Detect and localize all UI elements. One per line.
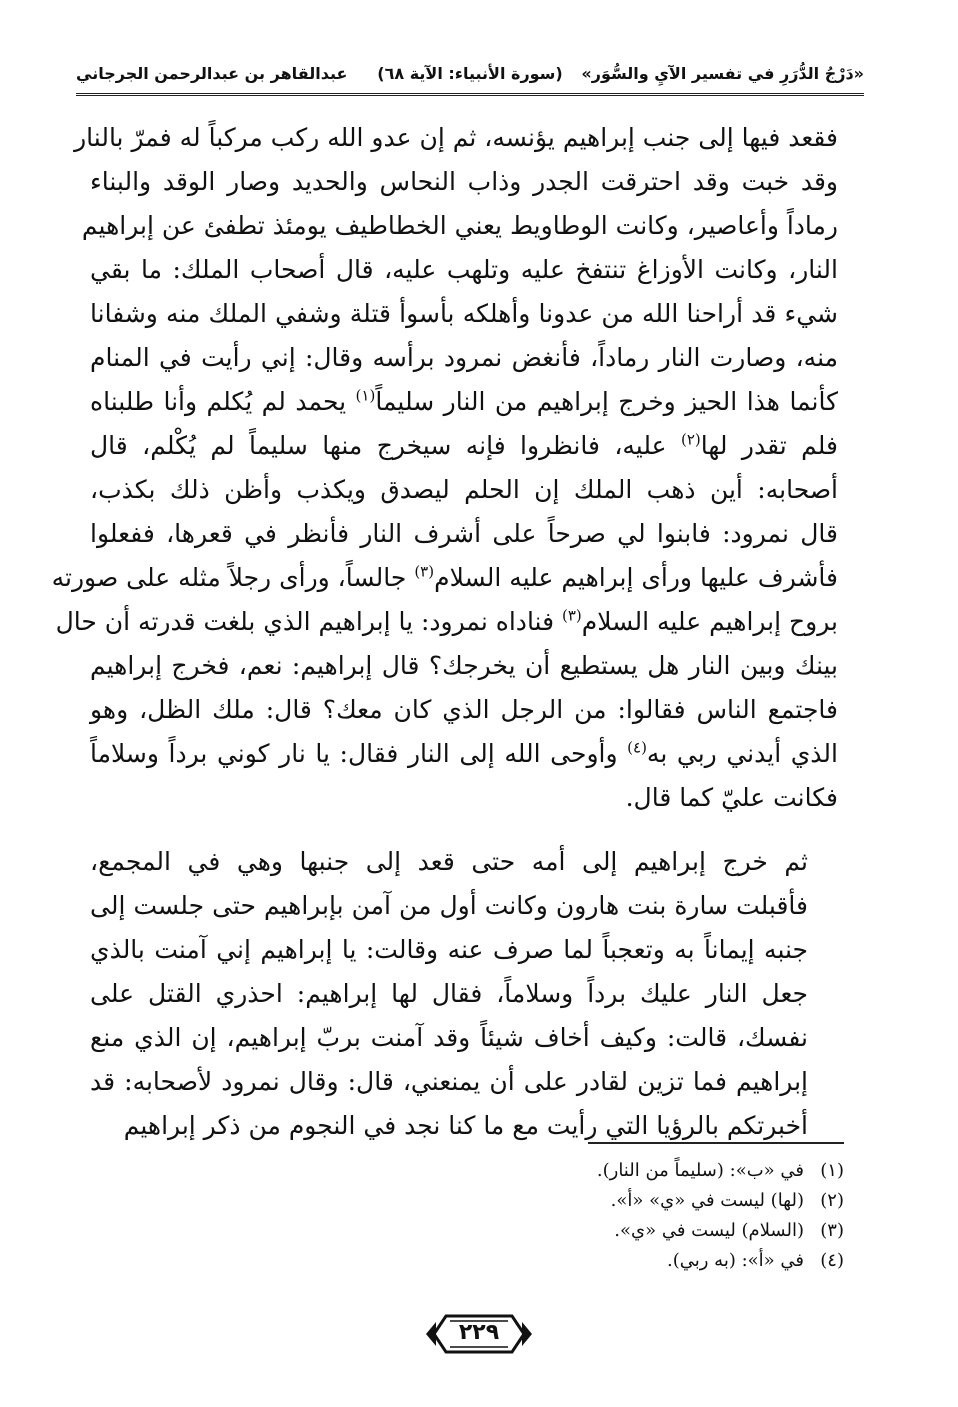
footnotes bbox=[324, 1156, 844, 1276]
running-header bbox=[76, 60, 864, 96]
footnote bbox=[324, 1156, 844, 1186]
footnote bbox=[324, 1186, 844, 1216]
footnote-text: في «ب»: (سليماً من النار). bbox=[596, 1160, 804, 1181]
footnote-text: (لها) ليست في «ي» «أ». bbox=[610, 1190, 804, 1211]
text-segment: جالساً، ورأى رجلاً مثله على صورته bbox=[51, 563, 415, 592]
text-line: فقعد فيها إلى جنب إبراهيم يؤنسه، ثم إن عدو الله ركب مركباً له فمرّ بالنار bbox=[74, 123, 838, 152]
text-segment: الذي أيدني ربي به bbox=[646, 739, 838, 768]
text-line bbox=[90, 380, 838, 424]
footnote-divider bbox=[588, 1142, 844, 1144]
footnote-marker[interactable]: (٤) bbox=[627, 738, 647, 757]
text-line: قال نمرود: فابنوا لي صرحاً على أشرف النار فأنظر في قعرها، ففعلوا bbox=[90, 519, 838, 548]
footnote-number: (١) bbox=[820, 1160, 844, 1181]
text-line: نفسك، قالت: وكيف أخاف شيئاً وقد آمنت بربّ إبراهيم، إن الذي منع bbox=[90, 1023, 808, 1052]
text-segment: فناداه نمرود: يا إبراهيم الذي بلغت قدرته أن حال bbox=[55, 607, 562, 636]
text-segment: فأشرف عليها ورأى إبراهيم عليه السلام bbox=[434, 563, 838, 592]
text-line: رماداً وأعاصير، وكانت الوطاويط يعني الخطاطيف يومئذ تطفئ عن إبراهيم bbox=[81, 211, 838, 240]
text-segment: يحمد لم يُكلم وأنا طلبناه bbox=[90, 387, 356, 416]
main-text bbox=[51, 116, 838, 1148]
text-line: وقد خبت وقد احترقت الجدر وذاب النحاس والحديد وصار الوقد والبناء bbox=[90, 167, 838, 196]
text-line: شيء قد أراحنا الله من عدونا وأهلكه بأسوأ قتلة وشفي الملك منه وشفانا bbox=[90, 299, 838, 328]
footnote-marker[interactable]: (٣) bbox=[414, 562, 435, 581]
footnote-number: (٣) bbox=[820, 1220, 844, 1241]
footnote-text: في «أ»: (به ربي). bbox=[667, 1250, 804, 1271]
text-line bbox=[90, 732, 838, 776]
text-line: فاجتمع الناس فقالوا: من الرجل الذي كان معك؟ قال: ملك الظل، وهو bbox=[90, 695, 838, 724]
page-number: ٢٢٩ bbox=[458, 1320, 500, 1345]
author-name: عبدالقاهر بن عبدالرحمن الجرجاني bbox=[76, 64, 348, 83]
text-line: إبراهيم فما تزين لقادر على أن يمنعني، قال: وقال نمرود لأصحابه: قد bbox=[90, 1067, 808, 1096]
footnote-marker[interactable]: (١) bbox=[355, 386, 376, 405]
text-line: جعل النار عليك برداً وسلاماً، فقال لها إبراهيم: احذري القتل على bbox=[90, 979, 808, 1008]
paragraph bbox=[51, 116, 838, 820]
surah-reference: (سورة الأنبياء: الآية ٦٨) bbox=[377, 64, 563, 83]
text-line: أصحابه: أين ذهب الملك إن الحلم ليصدق ويكذب وأظن ذلك بكذب، bbox=[90, 475, 838, 504]
text-line: جنبه إيماناً به وتعجباً لما صرف عنه وقالت: يا إبراهيم إني آمنت بالذي bbox=[90, 935, 808, 964]
footnote bbox=[324, 1216, 844, 1246]
footnote-number: (٤) bbox=[820, 1250, 844, 1271]
text-segment: فلم تقدر لها bbox=[700, 431, 838, 460]
text-line: فكانت عليّ كما قال. bbox=[625, 783, 838, 812]
text-segment: وأوحى الله إلى النار فقال: يا نار كوني برداً وسلاماً bbox=[90, 739, 628, 768]
text-line: منه، وصارت النار رماداً، فأنغض نمرود برأسه وقال: إني رأيت في المنام bbox=[90, 343, 838, 372]
footnote-text: (السلام) ليست في «ي». bbox=[614, 1220, 804, 1241]
text-line: النار، وكانت الأوزاغ تنتفخ عليه وتلهب عليه، قال أصحاب الملك: ما بقي bbox=[90, 255, 838, 284]
text-line: بينك وبين النار هل يستطيع أن يخرجك؟ قال إبراهيم: نعم، فخرج إبراهيم bbox=[90, 651, 838, 680]
footnote-marker[interactable]: (٢) bbox=[680, 430, 701, 449]
text-line bbox=[55, 600, 838, 644]
footnote bbox=[324, 1246, 844, 1276]
text-segment: بروح إبراهيم عليه السلام bbox=[581, 607, 838, 636]
text-line bbox=[51, 556, 838, 600]
text-segment: عليه، فانظروا فإنه سيخرج منها سليماً لم يُكْلم، قال bbox=[90, 431, 681, 460]
text-line: ثم خرج إبراهيم إلى أمه حتى قعد إلى جنبها وهي في المجمع، bbox=[90, 847, 808, 876]
footnote-number: (٢) bbox=[820, 1190, 844, 1211]
text-line bbox=[90, 424, 838, 468]
book-title: «دَرْجُ الدُّرَرِ في تفسير الآيِ والسُّوَر» bbox=[581, 64, 864, 83]
paragraph bbox=[90, 840, 838, 1148]
text-line: أخبرتكم بالرؤيا التي رأيت مع ما كنا نجد في النجوم من ذكر إبراهيم bbox=[123, 1111, 808, 1140]
footnote-marker[interactable]: (٣) bbox=[562, 606, 582, 625]
text-line: فأقبلت سارة بنت هارون وكانت أول من آمن بإبراهيم حتى جلست إلى bbox=[90, 891, 808, 920]
text-segment: كأنما هذا الحيز وخرج إبراهيم من النار سليماً bbox=[375, 387, 838, 416]
page-number-ornament bbox=[424, 1312, 534, 1356]
